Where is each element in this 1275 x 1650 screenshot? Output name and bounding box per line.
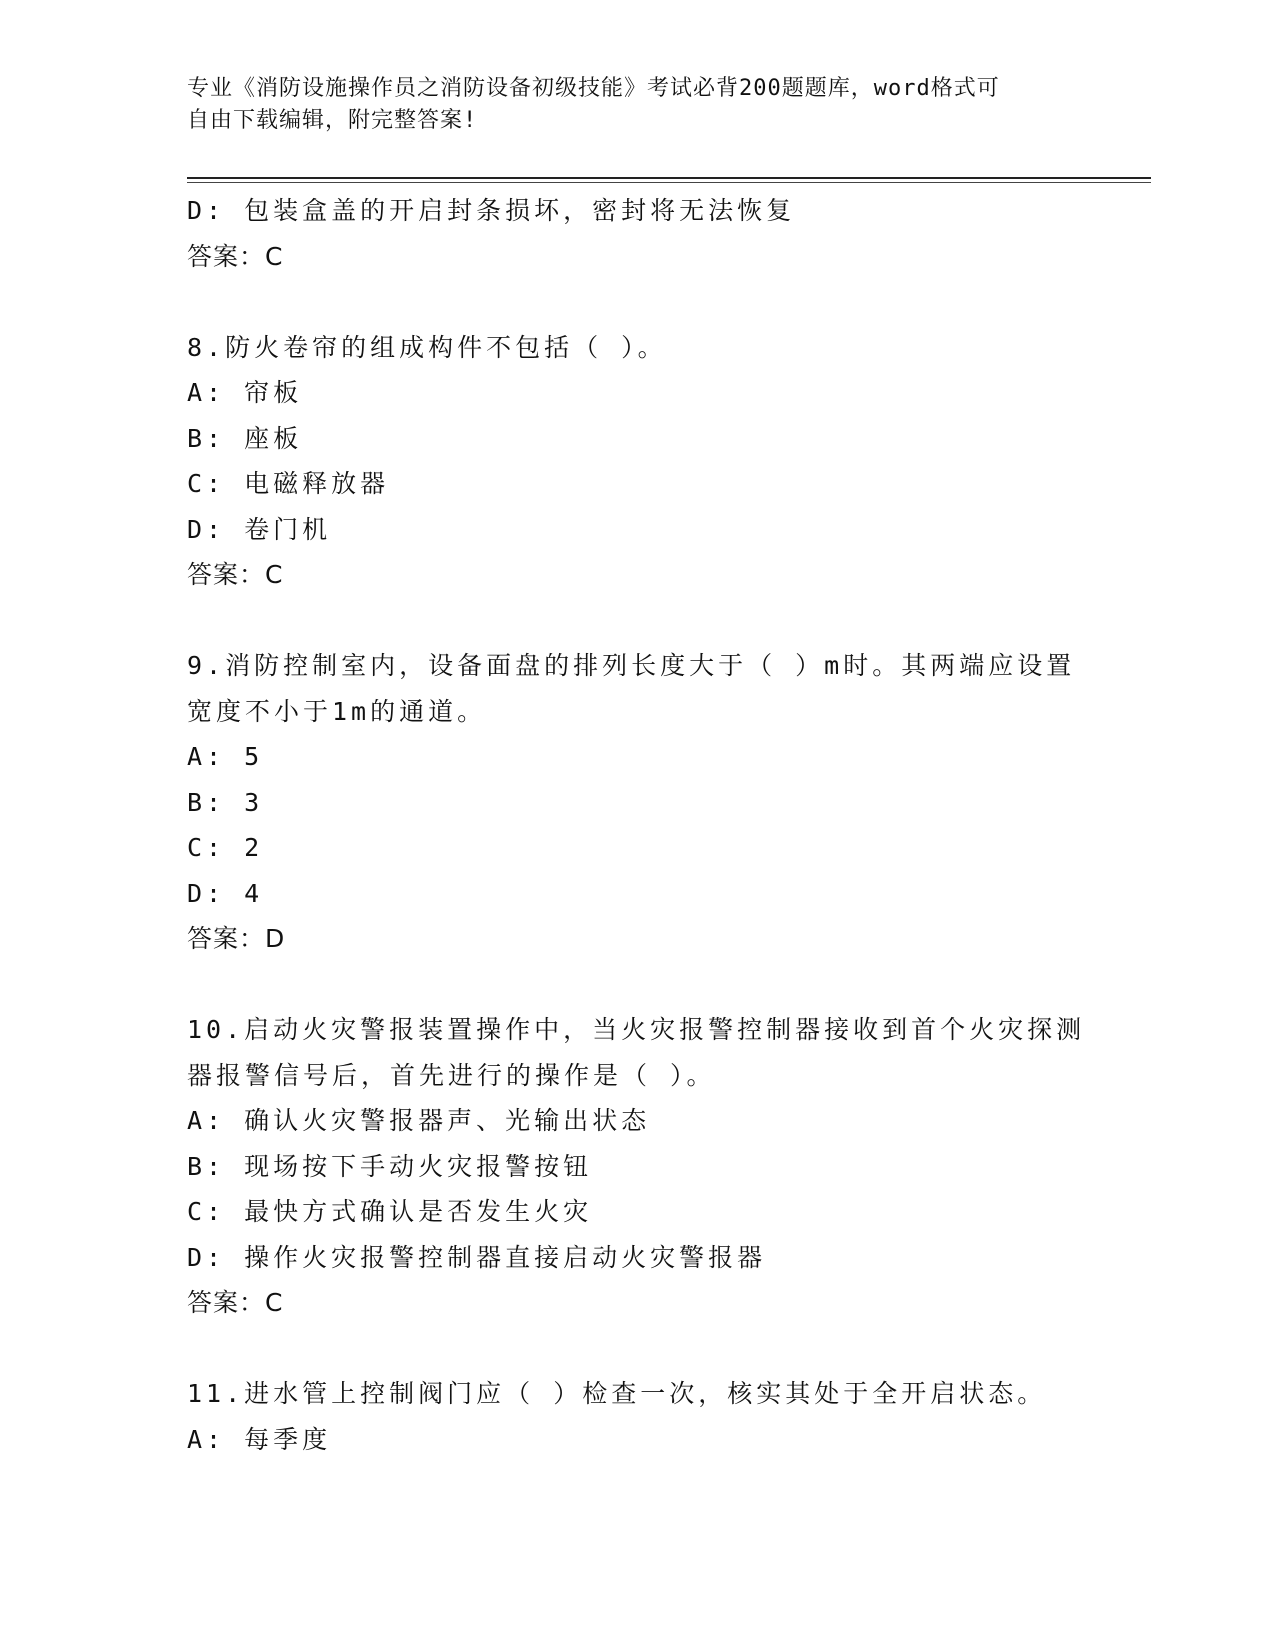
answer-line: 答案：C xyxy=(187,241,284,271)
option-a: A: 帘板 xyxy=(187,378,303,407)
option-a: A: 每季度 xyxy=(187,1424,332,1454)
option-c: C: 2 xyxy=(187,833,264,862)
option-d: D: 卷门机 xyxy=(187,514,332,544)
header-divider-thin xyxy=(187,182,1151,183)
question-title: 8.防火卷帘的组成构件不包括（ ）。 xyxy=(187,332,667,362)
option-c: C: 最快方式确认是否发生火灾 xyxy=(187,1197,593,1226)
question-title-line-2: 宽度不小于1m的通道。 xyxy=(187,696,487,726)
header-divider-thick xyxy=(187,177,1151,179)
option-d: D: 4 xyxy=(187,878,264,908)
option-a: A: 5 xyxy=(187,742,264,771)
question-fragment xyxy=(187,188,1087,279)
spacer xyxy=(187,598,1087,644)
header-line-2: 自由下载编辑，附完整答案! xyxy=(187,108,478,133)
question-item xyxy=(187,643,1087,962)
option-d: D: 操作火灾报警控制器直接启动火灾警报器 xyxy=(187,1242,767,1272)
header-line-1: 专业《消防设施操作员之消防设备初级技能》考试必背200题题库，word格式可 xyxy=(187,76,1000,101)
answer-line: 答案：D xyxy=(187,924,286,953)
question-title-line-2: 器报警信号后，首先进行的操作是（ ）。 xyxy=(187,1060,716,1090)
answer-line: 答案：C xyxy=(187,560,284,589)
spacer xyxy=(187,962,1087,1008)
spacer xyxy=(187,279,1087,325)
question-item xyxy=(187,325,1087,598)
option-b: B: 座板 xyxy=(187,423,303,453)
option-d: D: 包装盒盖的开启封条损坏，密封将无法恢复 xyxy=(187,196,796,225)
spacer xyxy=(187,1326,1087,1372)
answer-line: 答案：C xyxy=(187,1288,284,1317)
question-title: 11.进水管上控制阀门应（ ）检查一次，核实其处于全开启状态。 xyxy=(187,1379,1047,1408)
question-list xyxy=(187,188,1087,1462)
option-b: B: 现场按下手动火灾报警按钮 xyxy=(187,1151,593,1181)
question-title-line-1: 10.启动火灾警报装置操作中，当火灾报警控制器接收到首个火灾探测 xyxy=(187,1015,1086,1044)
option-b: B: 3 xyxy=(187,787,264,817)
document-header xyxy=(187,73,1087,137)
option-a: A: 确认火灾警报器声、光输出状态 xyxy=(187,1106,651,1135)
question-title-line-1: 9.消防控制室内，设备面盘的排列长度大于（ ）m时。其两端应设置 xyxy=(187,651,1076,680)
question-item xyxy=(187,1007,1087,1326)
question-item xyxy=(187,1371,1087,1462)
option-c: C: 电磁释放器 xyxy=(187,469,390,498)
